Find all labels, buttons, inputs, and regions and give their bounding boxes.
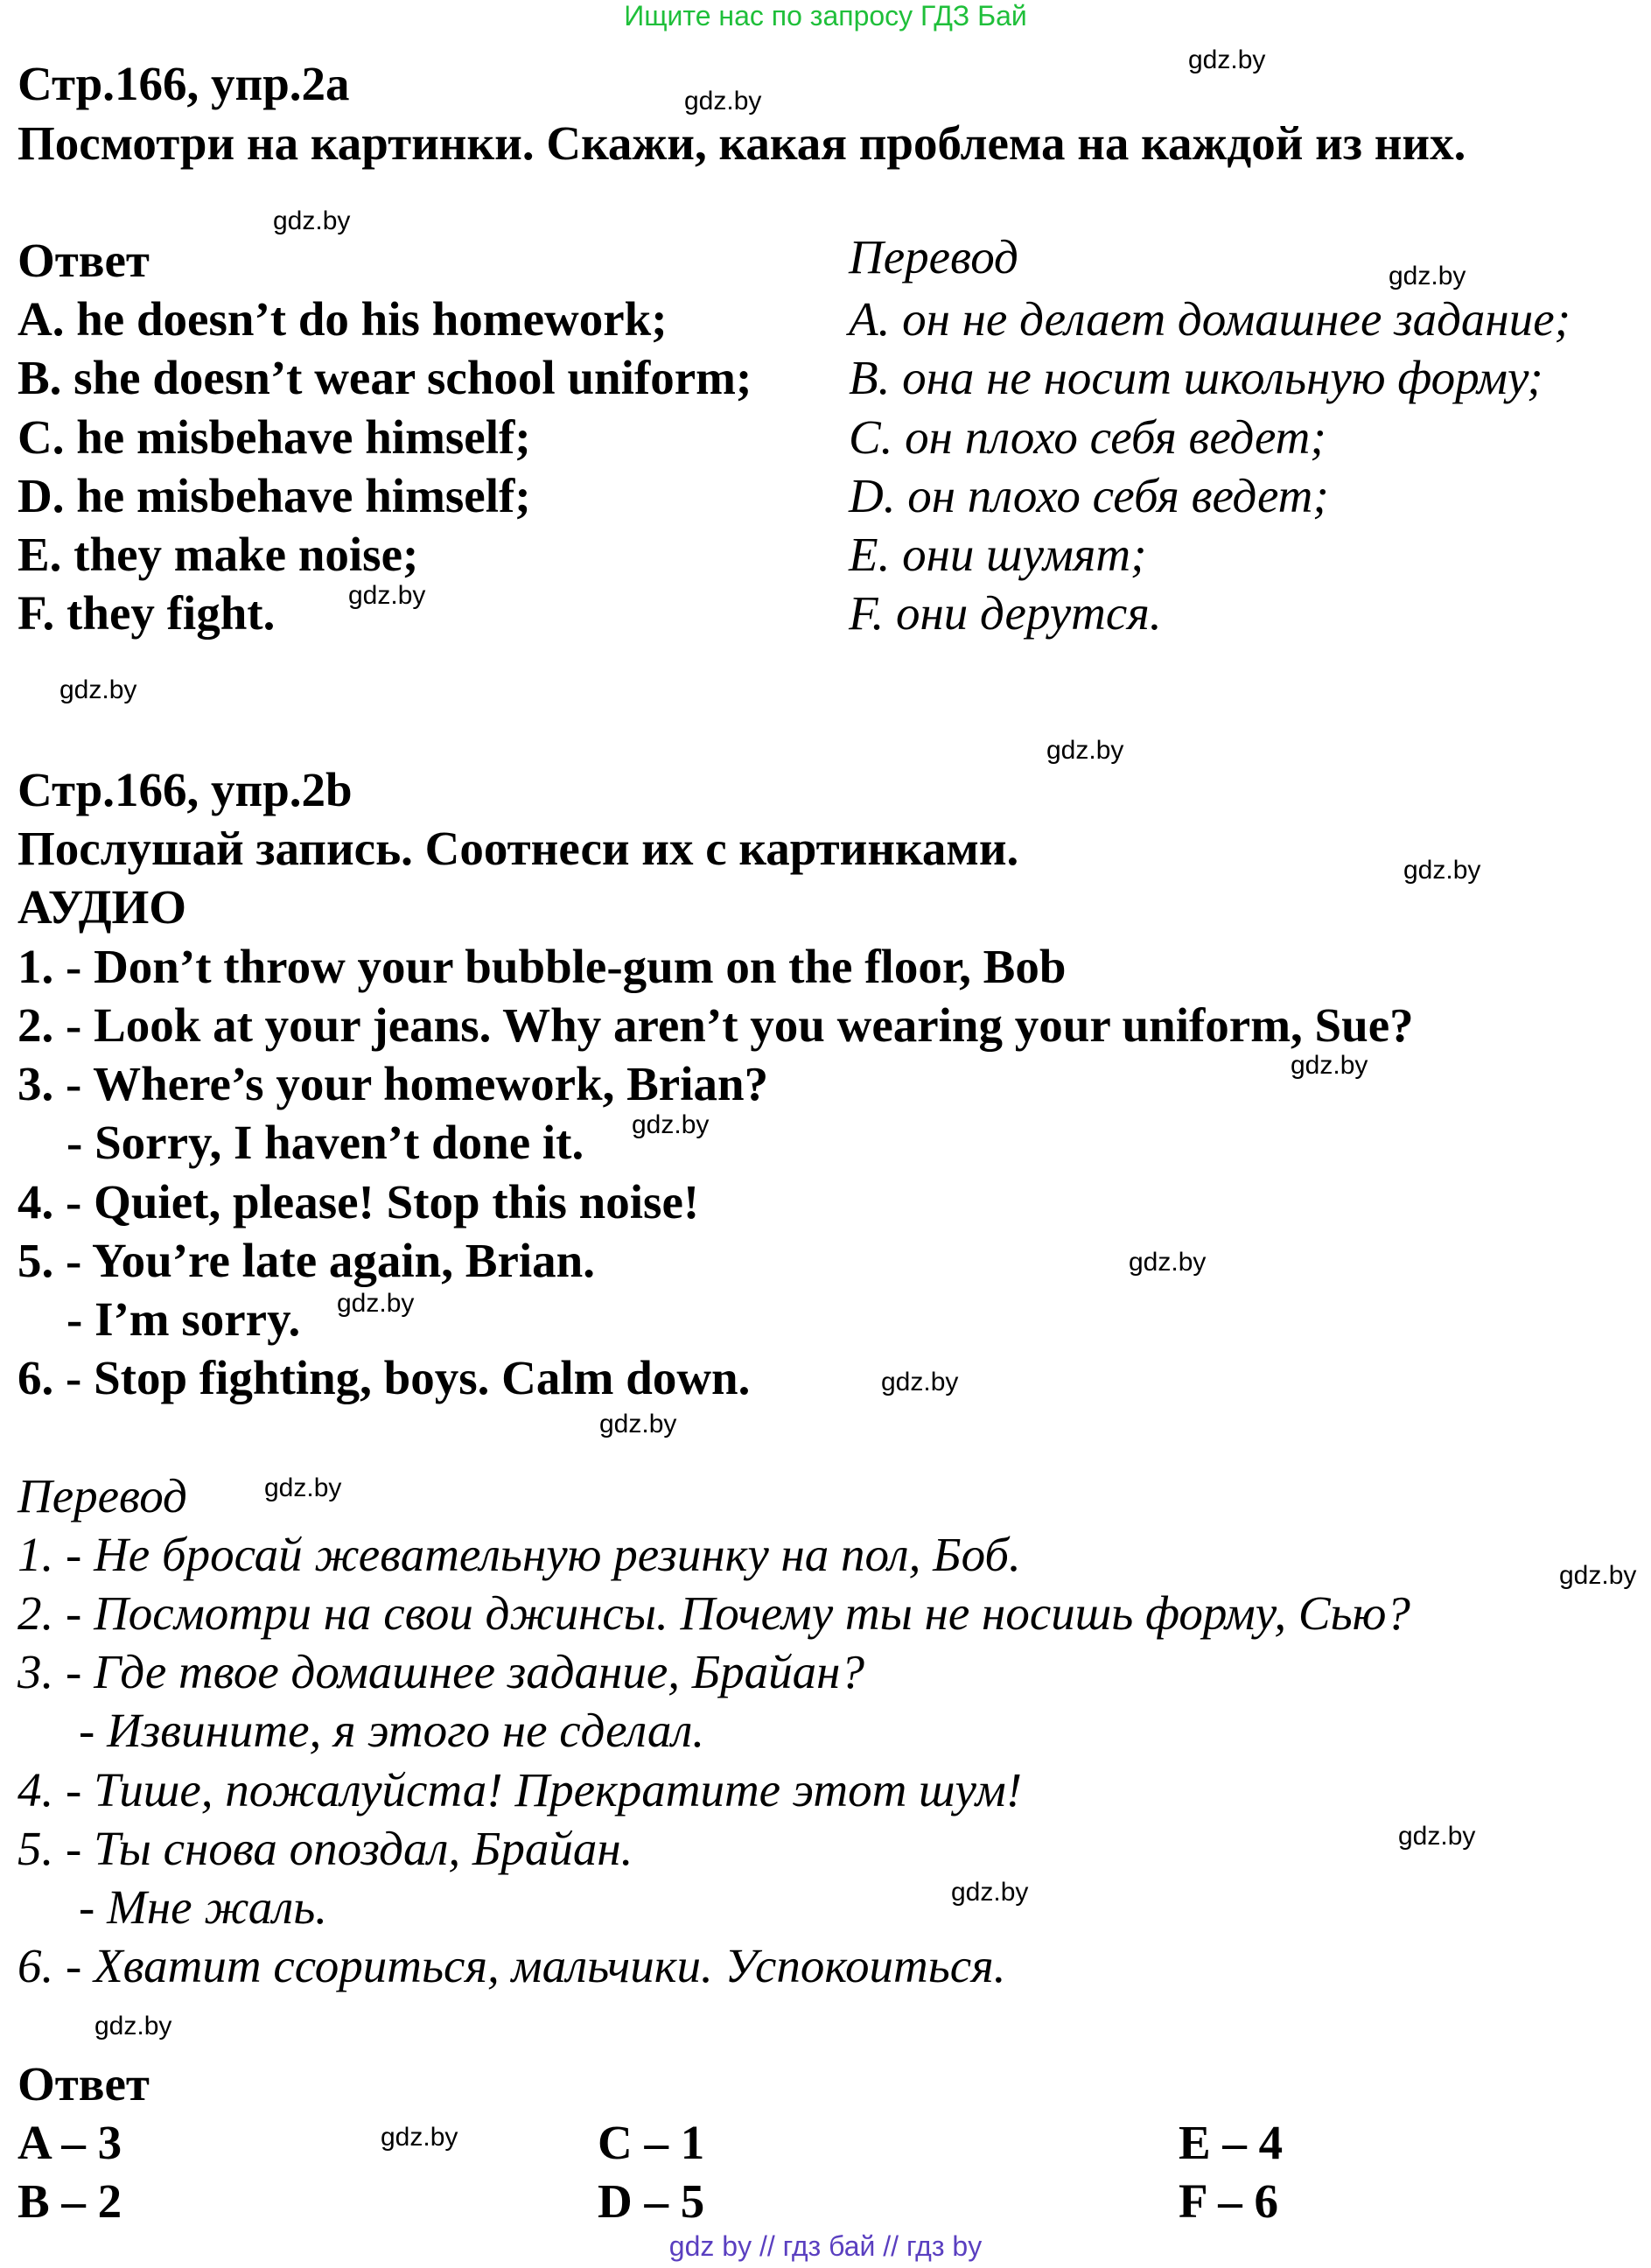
translation-line: A. он не делает домашнее задание; — [849, 292, 1571, 346]
translation-line: F. они дерутся. — [849, 586, 1162, 640]
audio-line: 5. - You’re late again, Brian. — [17, 1234, 595, 1287]
section-b-translation-header: Перевод — [17, 1469, 187, 1522]
translation-line: B. она не носит школьную форму; — [849, 351, 1543, 404]
answer-line: F. they fight. — [17, 586, 276, 640]
match-item: A – 3 — [17, 2116, 122, 2169]
audio-line: - I’m sorry. — [66, 1292, 301, 1346]
translation-line: D. он плохо себя ведет; — [849, 469, 1329, 522]
translation-line: 5. - Ты снова опоздал, Брайан. — [17, 1822, 633, 1875]
watermark: gdz.by — [881, 1368, 959, 1396]
answer-line: A. he doesn’t do his homework; — [17, 292, 668, 346]
watermark: gdz.by — [94, 2012, 172, 2040]
match-item: B – 2 — [17, 2174, 122, 2228]
watermark: gdz.by — [1188, 46, 1266, 74]
watermark: gdz.by — [599, 1410, 677, 1438]
translation-line: 2. - Посмотри на свои джинсы. Почему ты не носишь форму, Сью? — [17, 1586, 1410, 1640]
match-item: F – 6 — [1179, 2174, 1279, 2228]
watermark: gdz.by — [381, 2123, 458, 2152]
watermark: gdz.by — [1291, 1051, 1368, 1080]
translation-line: 6. - Хватит ссориться, мальчики. Успокоиться. — [17, 1939, 1006, 1992]
watermark: gdz.by — [1403, 856, 1481, 885]
bottom-banner: gdz by // гдз бай // гдз by — [668, 2230, 983, 2262]
watermark: gdz.by — [951, 1878, 1029, 1907]
match-item: D – 5 — [598, 2174, 705, 2228]
audio-line: 2. - Look at your jeans. Why aren’t you wearing your uniform, Sue? — [17, 998, 1414, 1052]
answer-line: C. he misbehave himself; — [17, 410, 531, 464]
section-a-answer-header: Ответ — [17, 234, 150, 287]
watermark: gdz.by — [1559, 1561, 1637, 1590]
section-b-title: Стр.166, упр.2b — [17, 763, 353, 816]
answer-line: E. they make noise; — [17, 528, 419, 581]
answer-line: B. she doesn’t wear school uniform; — [17, 351, 752, 404]
watermark: gdz.by — [632, 1110, 710, 1139]
section-b-answer-header: Ответ — [17, 2057, 150, 2110]
audio-line: 1. - Don’t throw your bubble-gum on the floor, Bob — [17, 940, 1067, 993]
translation-line: - Извините, я этого не сделал. — [79, 1704, 705, 1757]
watermark: gdz.by — [1046, 736, 1124, 765]
watermark: gdz.by — [264, 1474, 342, 1502]
watermark: gdz.by — [59, 676, 137, 704]
watermark: gdz.by — [337, 1289, 415, 1318]
translation-line: 3. - Где твое домашнее задание, Брайан? — [17, 1645, 864, 1698]
audio-line: - Sorry, I haven’t done it. — [66, 1116, 584, 1169]
audio-line: 6. - Stop fighting, boys. Calm down. — [17, 1351, 751, 1404]
section-b-task: Послушай запись. Соотнеси их с картинками. — [17, 822, 1019, 875]
audio-line: 4. - Quiet, please! Stop this noise! — [17, 1175, 700, 1228]
watermark: gdz.by — [348, 581, 426, 610]
watermark: gdz.by — [1389, 262, 1466, 290]
translation-line: - Мне жаль. — [79, 1880, 328, 1934]
translation-line: 1. - Не бросай жевательную резинку на пол, Боб. — [17, 1528, 1021, 1581]
section-a-translation-header: Перевод — [849, 230, 1018, 284]
translation-line: 4. - Тише, пожалуйста! Прекратите этот шум! — [17, 1763, 1023, 1816]
answer-line: D. he misbehave himself; — [17, 469, 531, 522]
audio-header: АУДИО — [17, 880, 187, 934]
watermark: gdz.by — [684, 87, 762, 116]
translation-line: C. он плохо себя ведет; — [849, 410, 1326, 464]
watermark: gdz.by — [1398, 1822, 1476, 1851]
watermark: gdz.by — [1129, 1248, 1207, 1277]
section-a-task: Посмотри на картинки. Скажи, какая проблема на каждой из них. — [17, 116, 1466, 170]
match-item: E – 4 — [1179, 2116, 1284, 2169]
translation-line: E. они шумят; — [849, 528, 1147, 581]
audio-line: 3. - Where’s your homework, Brian? — [17, 1057, 769, 1110]
section-a-title: Стр.166, упр.2a — [17, 57, 350, 110]
watermark: gdz.by — [273, 206, 351, 235]
top-banner: Ищите нас по запросу ГДЗ Бай — [624, 0, 1027, 32]
match-item: C – 1 — [598, 2116, 705, 2169]
